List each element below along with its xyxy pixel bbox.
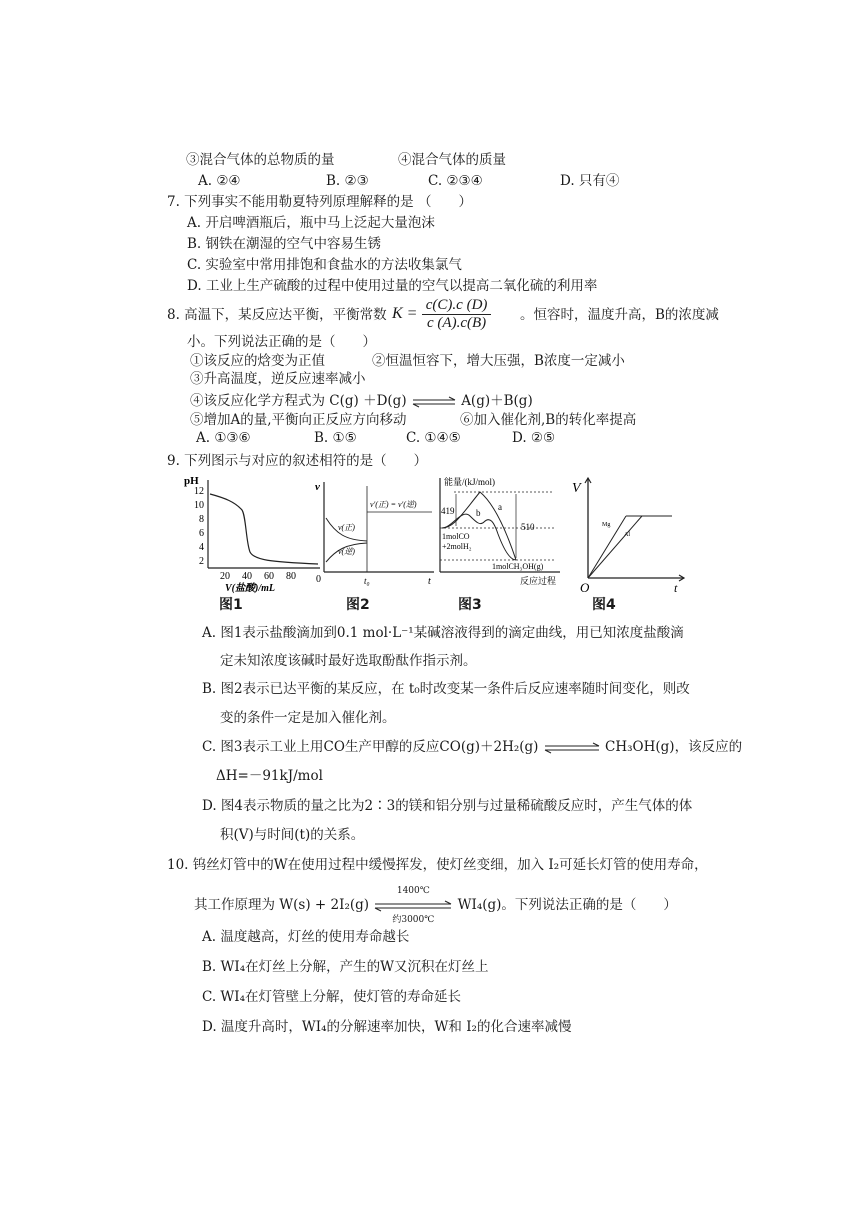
q9-stem: 9. 下列图示与对应的叙述相符的是（ ） xyxy=(167,453,428,469)
fig1-xlabel: V(盐酸)/mL xyxy=(225,583,275,594)
q10-option-c: C. WI₄在灯管壁上分解，使灯管的寿命延长 xyxy=(202,989,462,1005)
fig1-curve xyxy=(210,494,318,564)
fig2-t0: t₀ xyxy=(364,576,370,586)
q10-option-b: B. WI₄在灯丝上分解，产生的W又沉积在灯丝上 xyxy=(202,959,489,975)
q6-choice-b: B. ②③ xyxy=(326,173,369,189)
fig3-reactant: 1molCO xyxy=(442,532,470,541)
q8-statement-6: ⑥加入催化剂,B的转化率提高 xyxy=(460,412,637,428)
figure-3-energy-diagram xyxy=(432,474,564,594)
fig3-xlabel: 反应过程 xyxy=(520,576,557,586)
q10-arrow-top-label: 1400℃ xyxy=(396,885,430,896)
q8-stem-c: 小。下列说法正确的是（ ） xyxy=(187,334,376,350)
figure-1-titration-curve xyxy=(180,472,330,594)
k-fraction xyxy=(422,297,492,332)
fig1-ytick: 6 xyxy=(199,528,204,539)
fig1-xtick: 60 xyxy=(264,571,274,582)
k-denominator: c (A).c(B) xyxy=(427,315,487,331)
q8-choice-b: B. ①⑤ xyxy=(314,430,357,446)
q8-statement-4-lhs: ④该反应化学方程式为 C(g) ＋D(g) xyxy=(190,393,407,409)
fig3-curve-a: a xyxy=(498,502,502,512)
q10-stem-line1: 10. 钨丝灯管中的W在使用过程中缓慢挥发，使灯丝变细，加入 I₂可延长灯管的使用寿命， xyxy=(167,857,708,873)
fig4-al-label: Al xyxy=(624,532,630,538)
q9-option-b-line2: 变的条件一定是加入催化剂。 xyxy=(220,710,396,726)
q8-statement-1: ①该反应的焓变为正值 xyxy=(190,353,325,369)
fig4-mg-label: Mg xyxy=(602,522,611,528)
fig1-xtick: 80 xyxy=(286,571,296,582)
fig1-ytick: 8 xyxy=(199,514,204,525)
fig3-curve-b: b xyxy=(476,508,481,518)
q9-option-b-line1: B. 图2表示已达平衡的某反应，在 t₀时改变某一条件后反应速率随时间变化，则改 xyxy=(202,681,690,697)
q7-option-c: C. 实验室中常用排饱和食盐水的方法收集氯气 xyxy=(187,257,462,273)
q8-equilibrium-constant xyxy=(392,296,491,332)
fig4-origin: O xyxy=(580,580,590,594)
fig3-reactant-h2: +2molH₂ xyxy=(442,542,472,551)
q6-choice-d: D. 只有④ xyxy=(560,173,620,189)
q10-option-d: D. 温度升高时，WI₄的分解速率加快，W和 I₂的化合速率减慢 xyxy=(202,1019,572,1035)
q9-option-d-line1: D. 图4表示物质的量之比为2∶3的镁和铝分别与过量稀硫酸反应时，产生气体的体 xyxy=(202,798,693,814)
fig3-product: 1molCH₃OH(g) xyxy=(492,562,544,571)
fig1-ytick: 2 xyxy=(199,556,204,567)
q8-statement-3: ③升高温度，逆反应速率减小 xyxy=(190,371,366,387)
fig3-caption: 图3 xyxy=(458,597,482,613)
fig4-ylabel: V xyxy=(572,481,581,496)
q8-choice-c: C. ①④⑤ xyxy=(406,430,461,446)
q6-option-3: ③混合气体的总物质的量 xyxy=(186,152,335,168)
q6-choice-c: C. ②③④ xyxy=(428,173,483,189)
fig1-ytick: 4 xyxy=(199,542,204,553)
q10-product: WI₄(g)。下列说法正确的是（ ） xyxy=(457,897,677,913)
fig1-caption: 图1 xyxy=(219,597,243,613)
q10-option-a: A. 温度越高，灯丝的使用寿命越长 xyxy=(202,929,410,945)
q8-choice-d: D. ②⑤ xyxy=(512,430,556,446)
q10-reactants: 其工作原理为 W(s) + 2I₂(g) xyxy=(194,897,370,913)
q8-statement-5: ⑤增加A的量,平衡向正反应方向移动 xyxy=(190,412,407,428)
q8-choice-a: A. ①③⑥ xyxy=(196,430,251,446)
q7-stem: 7. 下列事实不能用勒夏特列原理解释的是 （ ） xyxy=(167,194,472,210)
q6-option-4: ④混合气体的质量 xyxy=(398,152,506,168)
q7-option-d: D. 工业上生产硫酸的过程中使用过量的空气以提高二氧化硫的利用率 xyxy=(187,278,598,294)
fig1-ytick: 10 xyxy=(194,500,204,511)
q8-statement-4 xyxy=(190,392,533,410)
equilibrium-arrow-icon xyxy=(411,396,457,408)
q6-choice-a: A. ②④ xyxy=(198,173,241,189)
fig2-eq-label: v'(正) = v'(逆) xyxy=(370,500,417,509)
fig1-ylabel: pH xyxy=(184,475,199,487)
q10-stem-line2 xyxy=(194,885,677,925)
fig2-xlabel: t xyxy=(428,576,431,587)
q9-option-d-line2: 积(V)与时间(t)的关系。 xyxy=(220,827,365,843)
q8-statement-2: ②恒温恒容下，增大压强，B浓度一定减小 xyxy=(372,353,625,369)
figure-2-rate-time xyxy=(312,476,438,592)
q7-option-b: B. 钢铁在潮湿的空气中容易生锈 xyxy=(187,236,382,252)
q8-statement-4-rhs: A(g)＋B(g) xyxy=(461,393,533,409)
fig4-caption: 图4 xyxy=(592,597,616,613)
fig3-e1: 419 xyxy=(441,506,455,516)
q10-reversible-arrow xyxy=(373,885,453,925)
fig1-xtick: 40 xyxy=(242,571,252,582)
q9-option-a-line1: A. 图1表示盐酸滴加到0.1 mol·L⁻¹某碱溶液得到的滴定曲线，用已知浓度盐酸滴 xyxy=(202,625,684,641)
fig2-caption: 图2 xyxy=(346,597,370,613)
fig2-origin: 0 xyxy=(316,574,321,585)
q8-stem-a: 8. 高温下，某反应达平衡，平衡常数 xyxy=(167,307,387,323)
k-numerator: c(C).c (D) xyxy=(422,297,492,315)
fig4-xlabel: t xyxy=(674,581,678,594)
q9-option-c-rhs: CH₃OH(g)，该反应的 xyxy=(605,739,743,755)
fig3-ylabel: 能量/(kJ/mol) xyxy=(444,477,495,487)
figure-4-volume-time xyxy=(566,474,686,594)
fig1-ytick: 12 xyxy=(194,486,204,497)
q9-option-c-lhs: C. 图3表示工业上用CO生产甲醇的反应CO(g)＋2H₂(g) xyxy=(202,739,539,755)
fig2-forward-label: v(正) xyxy=(338,523,355,532)
equilibrium-arrow-icon xyxy=(543,742,601,754)
q9-option-c-line1 xyxy=(202,738,742,756)
fig1-xtick: 20 xyxy=(220,571,230,582)
q7-option-a: A. 开启啤酒瓶后，瓶中马上泛起大量泡沫 xyxy=(187,215,435,231)
q9-option-a-line2: 定未知浓度该碱时最好选取酚酞作指示剂。 xyxy=(220,653,477,669)
fig2-reverse-label: v(逆) xyxy=(338,547,355,556)
fig3-e2: 510 xyxy=(521,522,535,532)
k-symbol: K = xyxy=(392,305,418,322)
fig2-ylabel: v xyxy=(315,481,320,493)
q8-stem-b: 。恒容时，温度升高，B的浓度减 xyxy=(520,307,719,323)
q10-arrow-bottom-label: 约3000℃ xyxy=(392,914,435,925)
q9-option-c-line2: ΔH=－91kJ/mol xyxy=(216,768,323,784)
